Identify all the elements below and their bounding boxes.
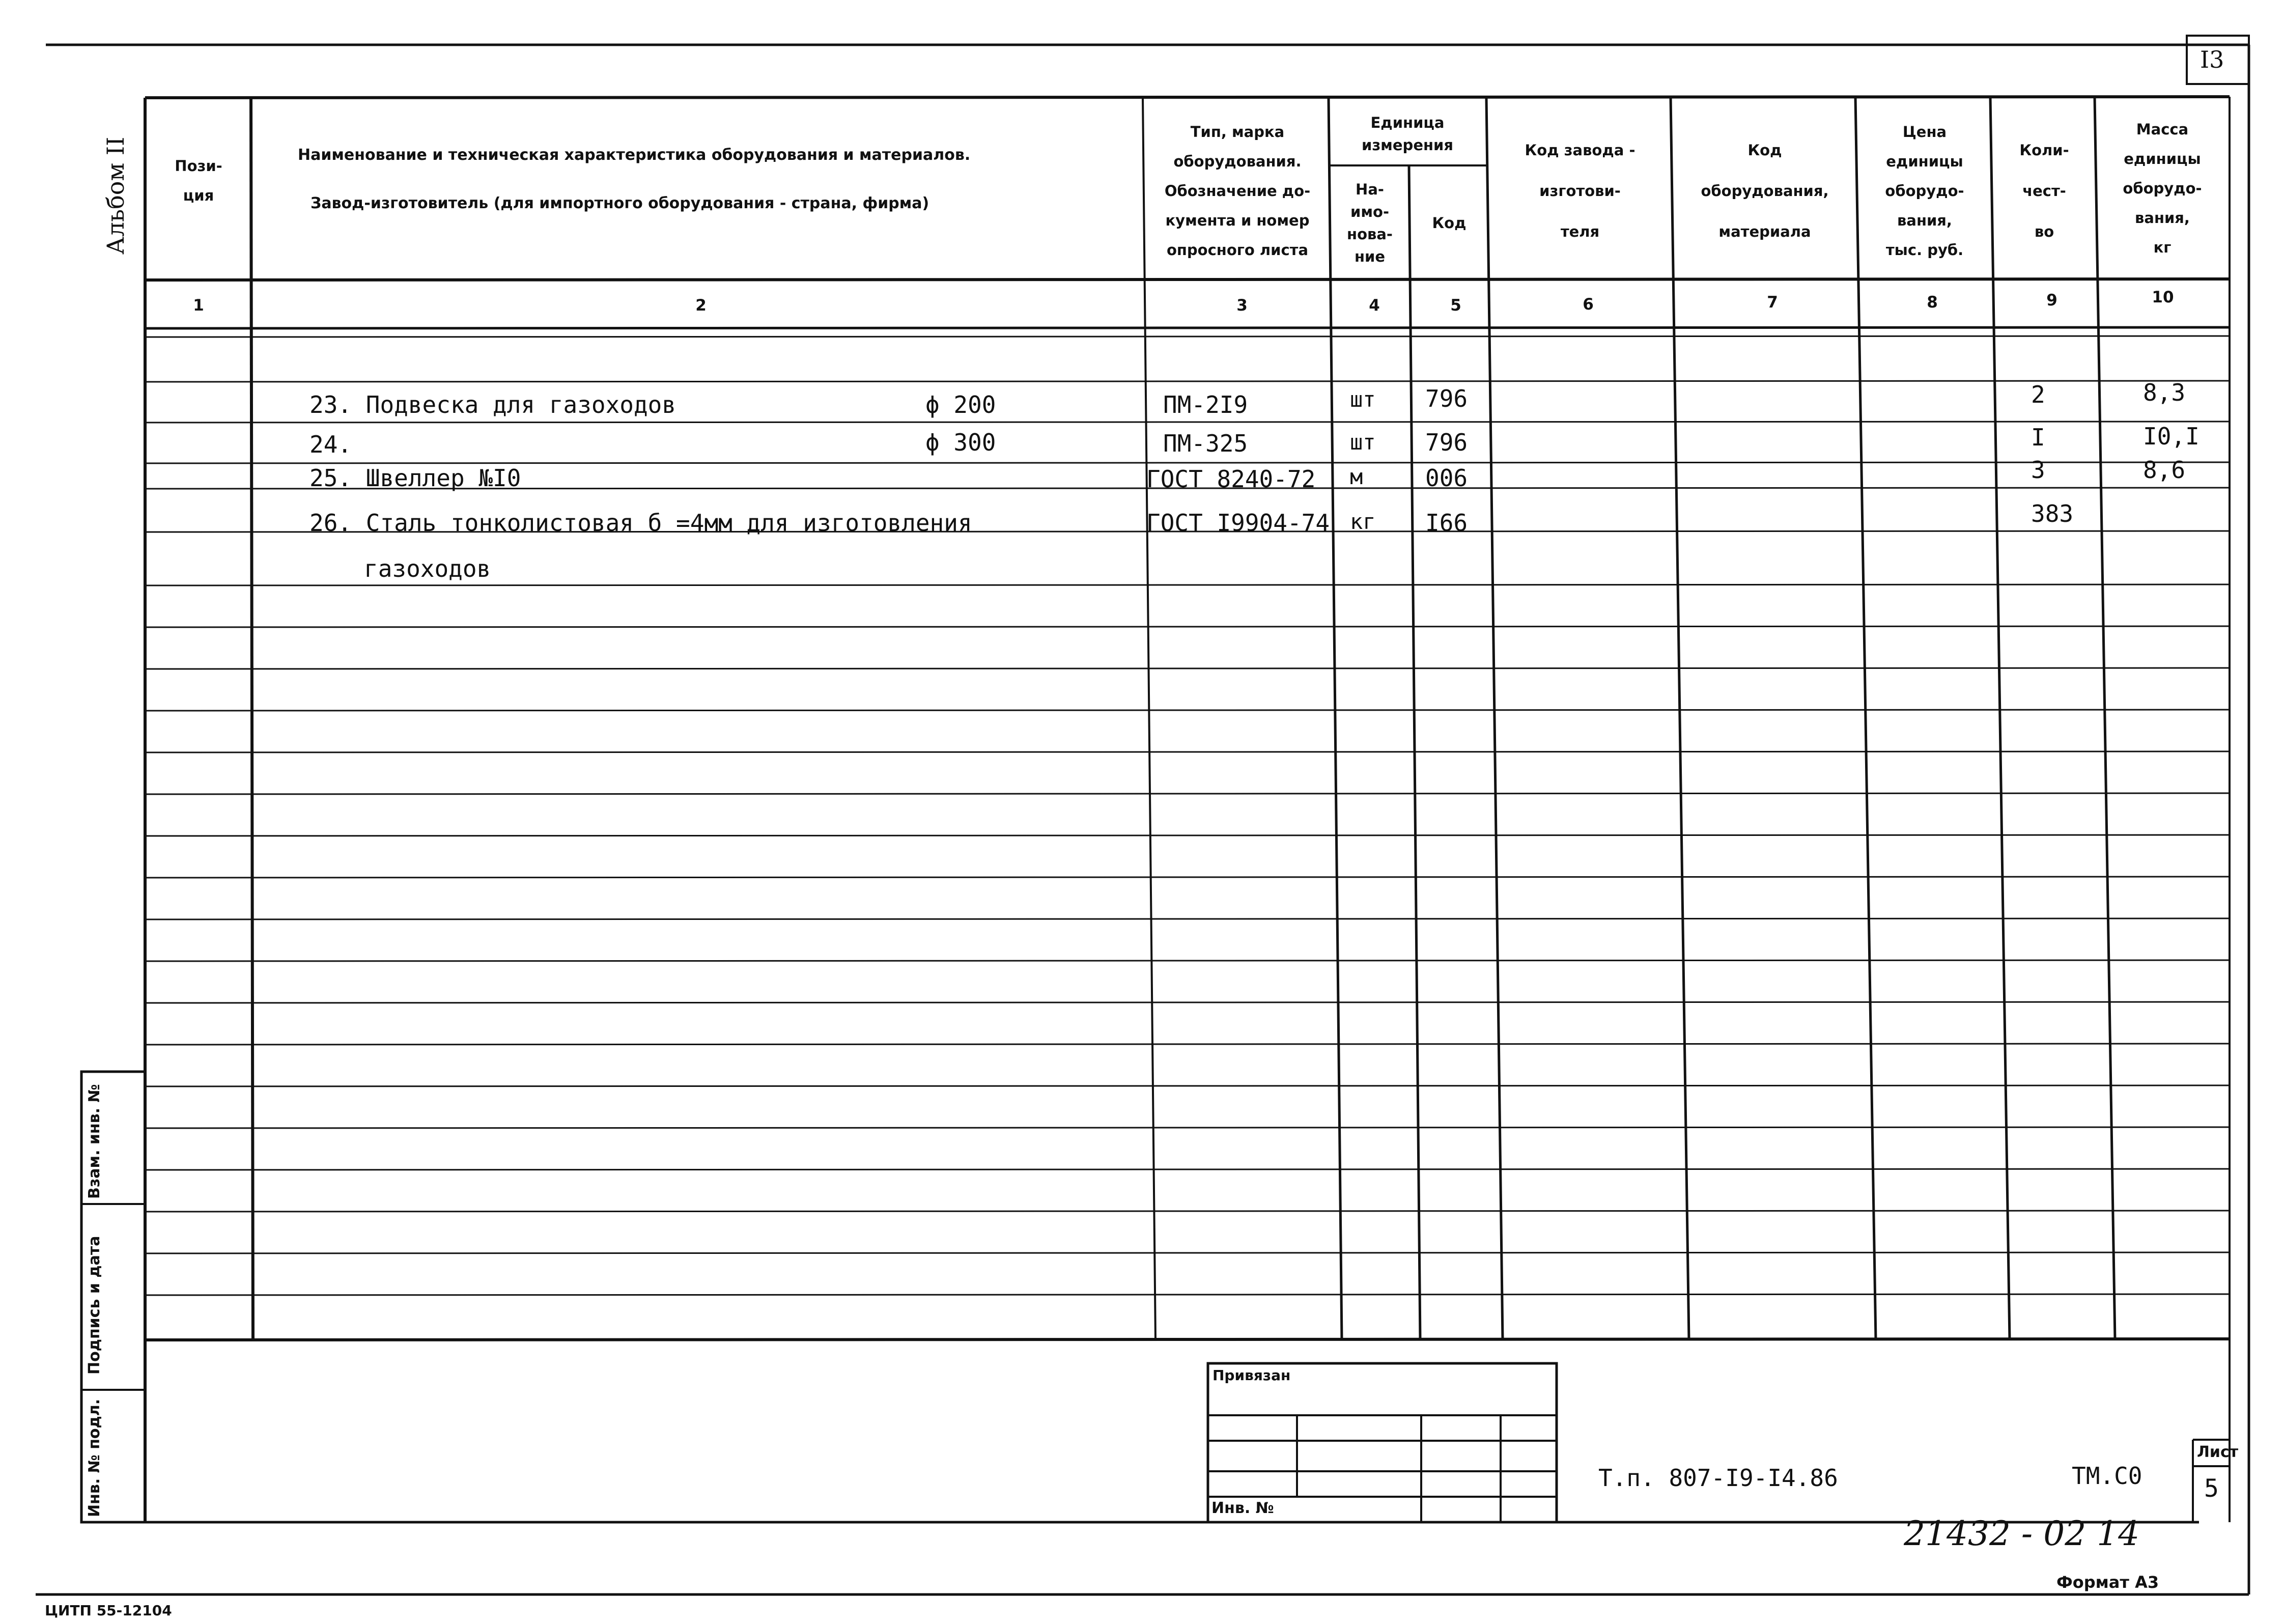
column-number-1: 1 (193, 296, 204, 315)
header-unit-mass: Масса единицы оборудо- вания, кг (2123, 121, 2202, 256)
header-equipment-code: Код оборудования, материала (1701, 142, 1829, 240)
document-mark: ТМ.С0 (2072, 1462, 2142, 1490)
row-unit-code: 796 (1425, 429, 1468, 456)
column-number-3: 3 (1236, 296, 1248, 315)
column-number-5: 5 (1450, 296, 1461, 315)
header-name-line2: Завод-изготовитель (для импортного оборудования - страна, фирма) (311, 194, 929, 212)
header-position: Пози- ция (175, 157, 222, 204)
column-number-9: 9 (2046, 291, 2057, 310)
stamp-inv-original: Инв. № подл. (86, 1398, 103, 1517)
row-type: ПМ-2I9 (1163, 391, 1248, 418)
row-quantity: I (2031, 424, 2045, 451)
row-diameter: ϕ 300 (925, 429, 996, 456)
handwritten-archive-number: 21432 - 02 14 (1904, 1514, 2140, 1553)
row-mass: I0,I (2143, 423, 2200, 450)
header-name-line1: Наименование и техническая характеристика оборудования и материалов. (298, 146, 971, 164)
column-number-7: 7 (1767, 293, 1778, 312)
row-mass: 8,3 (2143, 379, 2186, 406)
stamp-inv-replacement: Взам. инв. № (86, 1084, 103, 1199)
column-number-2: 2 (695, 296, 707, 315)
column-number-8: 8 (1927, 293, 1938, 312)
stamp-signature-date: Подпись и дата (86, 1236, 103, 1375)
row-unit-code: I66 (1425, 509, 1468, 537)
privyazan-inv: Инв. № (1211, 1499, 1274, 1517)
row-type: ГОСТ 8240-72 (1146, 465, 1316, 493)
row-unit: м (1350, 464, 1363, 489)
column-number-4: 4 (1369, 296, 1380, 315)
row-quantity: 3 (2031, 456, 2045, 484)
row-name: 25. Швеллер №I0 (309, 464, 521, 492)
column-number-10: 10 (2152, 288, 2174, 306)
row-unit: кг (1350, 509, 1376, 534)
row-mass: 8,6 (2143, 456, 2186, 484)
row-diameter: ϕ 200 (925, 391, 996, 418)
format-label: Формат А3 (2056, 1573, 2159, 1592)
printer-mark: ЦИТП 55-12104 (45, 1602, 172, 1619)
sheet-number: 5 (2204, 1474, 2219, 1503)
header-unit-name: На- имо- нова- ние (1347, 180, 1393, 265)
column-number-6: 6 (1583, 295, 1594, 314)
row-name: 23. Подвеска для газоходов (309, 391, 676, 418)
row-name: 26. Сталь тонколистовая б =4мм для изготовления (309, 509, 972, 537)
row-type: ГОСТ I9904-74 (1146, 509, 1330, 537)
row-name: 24. (309, 431, 352, 458)
row-unit-code: 006 (1425, 464, 1468, 492)
row-name: газоходов (364, 555, 491, 582)
header-unit-code: Код (1432, 214, 1467, 232)
header-manufacturer-code: Код завода - изготови- теля (1525, 142, 1636, 240)
sheet-label: Лист (2197, 1443, 2239, 1461)
header-type-mark: Тип, марка оборудования. Обозначение до- кумента и номер опросного листа (1164, 123, 1311, 259)
row-quantity: 383 (2031, 500, 2074, 527)
row-quantity: 2 (2031, 381, 2045, 408)
privyazan-title: Привязан (1213, 1367, 1291, 1384)
sheet-corner-number: I3 (2200, 46, 2224, 73)
header-price: Цена единицы оборудо- вания, тыс. руб. (1885, 123, 1964, 259)
row-unit: шт (1350, 387, 1376, 412)
row-unit-code: 796 (1425, 385, 1468, 412)
header-unit-group: Единица измерения (1362, 114, 1453, 154)
row-type: ПМ-325 (1163, 430, 1248, 457)
header-quantity: Коли- чест- во (2019, 142, 2069, 240)
document-code: Т.п. 807-I9-I4.86 (1598, 1464, 1838, 1492)
album-label: Альбом II (102, 136, 129, 255)
row-unit: шт (1350, 430, 1376, 455)
